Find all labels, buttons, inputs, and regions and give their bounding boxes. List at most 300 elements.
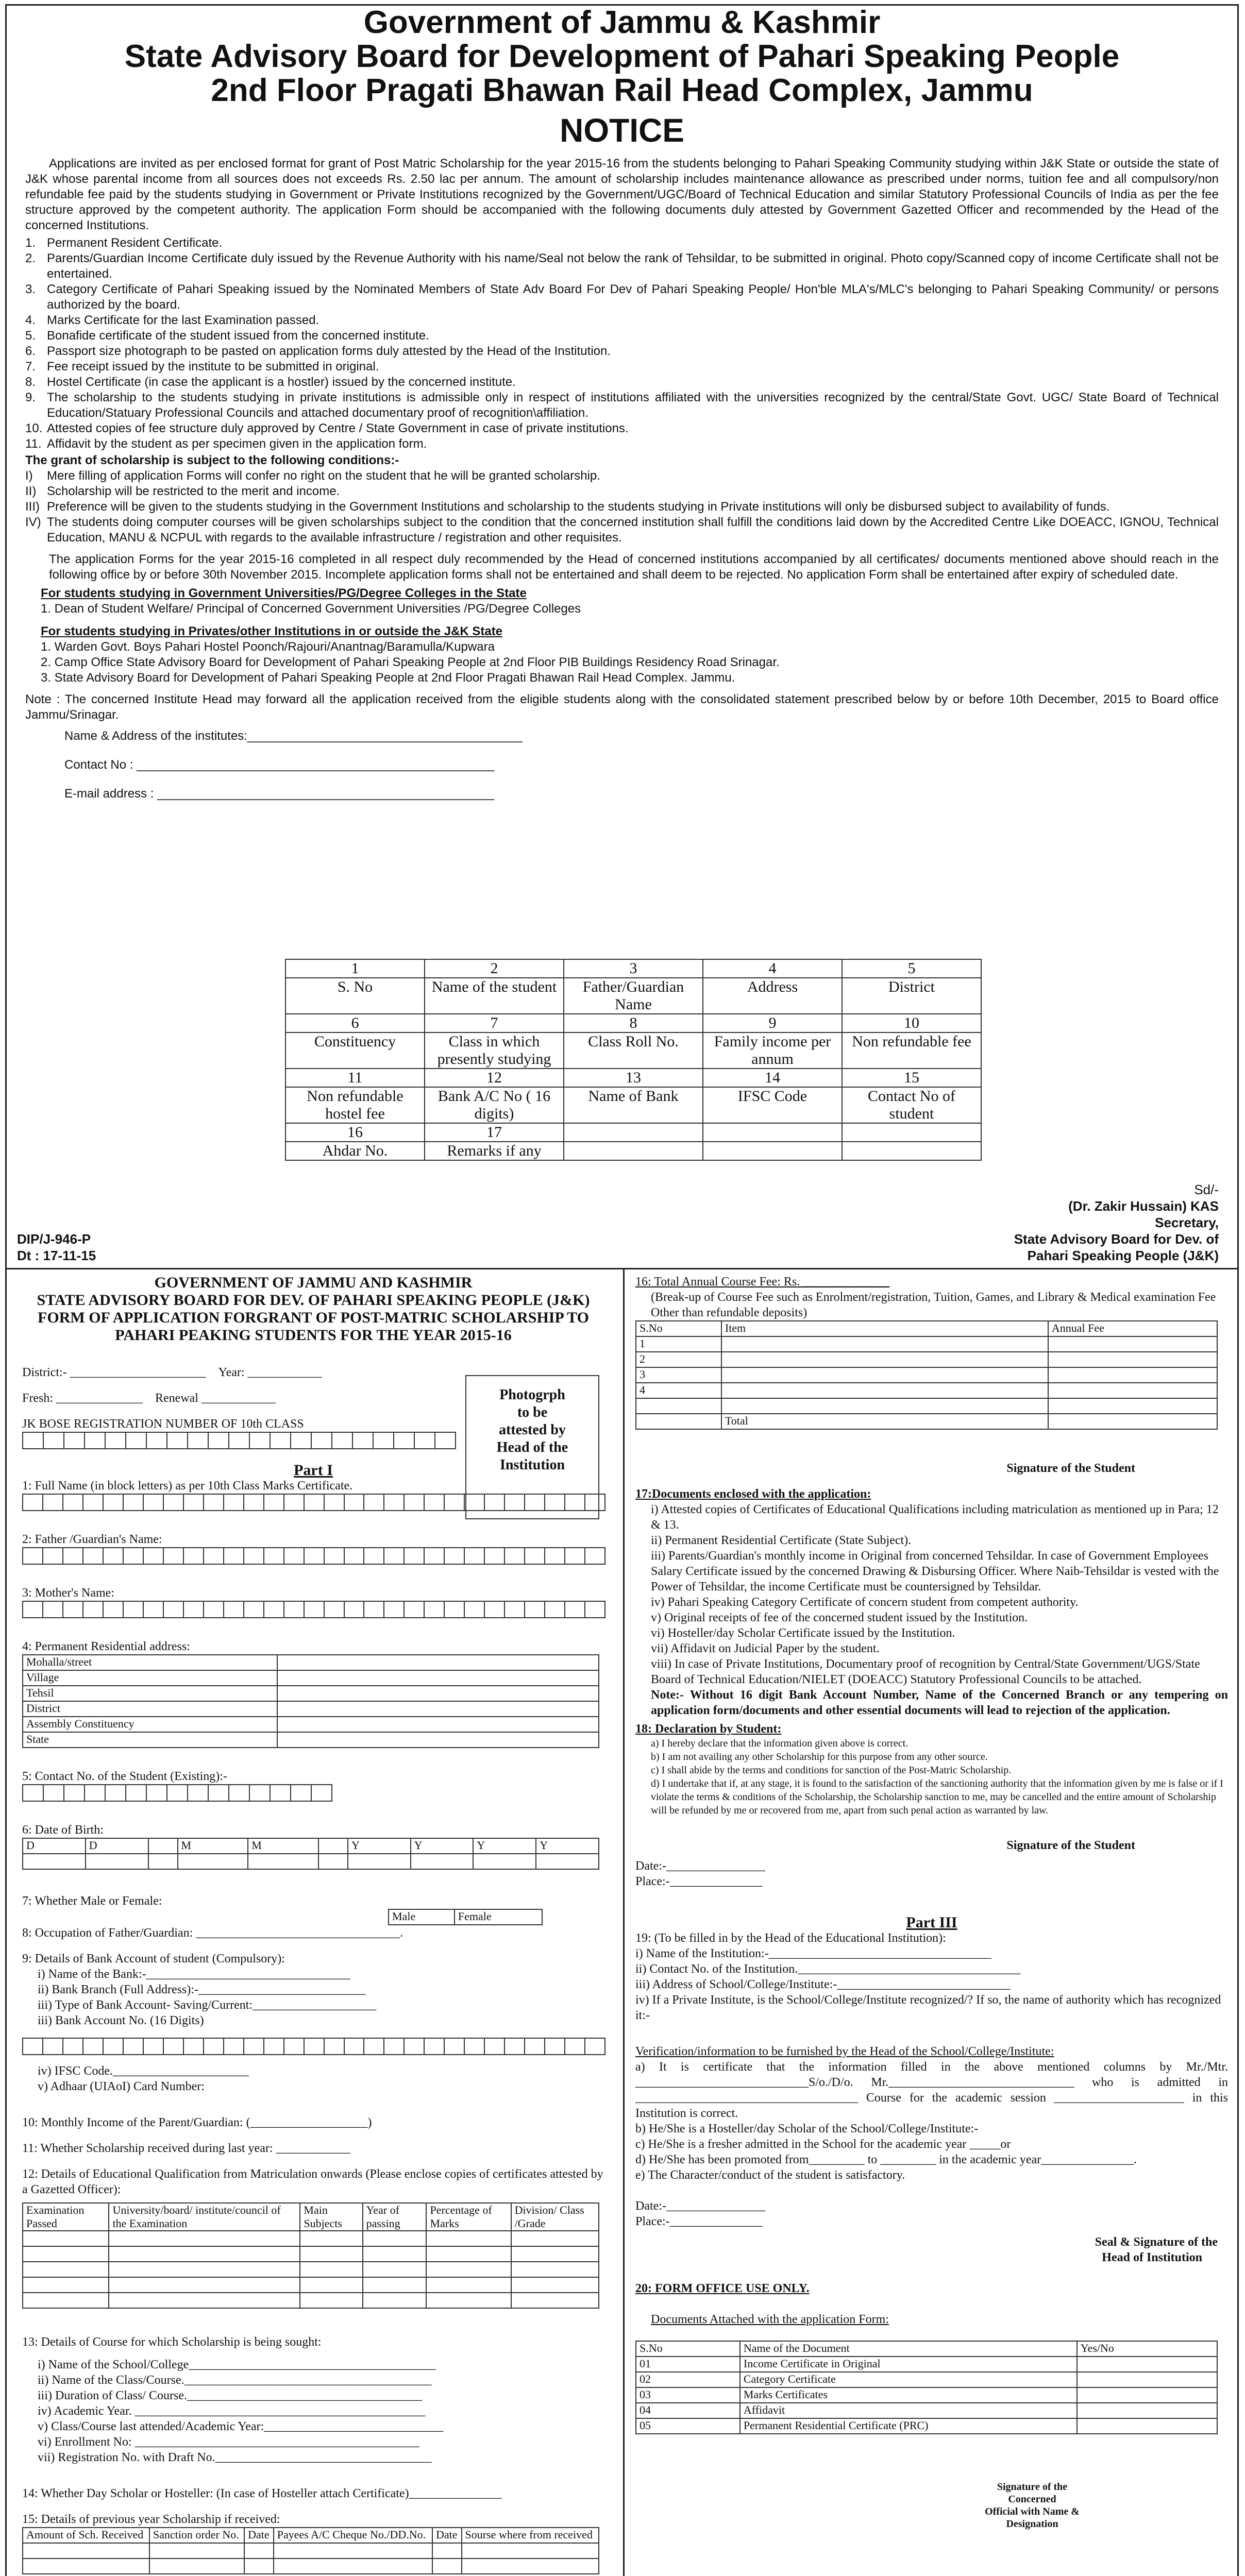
sig-line-4: State Advisory Board for Dev. of	[1014, 1231, 1219, 1247]
condition-item-num: III)	[25, 500, 40, 514]
fee-total-amount	[1048, 1414, 1217, 1429]
official-sig-2: Concerned	[1008, 2494, 1056, 2505]
address-value[interactable]	[277, 1686, 599, 1701]
declaration-list	[635, 1737, 1228, 1817]
address-row	[23, 1686, 599, 1701]
document-item-2	[25, 251, 1219, 282]
course-field: vi) Enrollment No: ______________________________________________	[38, 2435, 419, 2449]
table-row	[285, 978, 981, 1014]
table-cell: 14	[703, 1069, 842, 1087]
office-sno: 03	[636, 2387, 740, 2403]
fee-row	[636, 1352, 1217, 1367]
declaration-item: b) I am not availing any other Scholarship for this purpose from any other source.	[651, 1751, 988, 1762]
table-cell: 10	[842, 1014, 981, 1032]
column-divider	[623, 1268, 625, 2576]
q19-label: 19: (To be filled in by the Head of the Educational Institution):	[635, 1931, 946, 1945]
table-cell: 8	[564, 1014, 703, 1032]
q11-label: 11: Whether Scholarship received during last year: ____________	[22, 2142, 350, 2155]
dob-cell	[23, 1854, 86, 1869]
dob-cell	[348, 1854, 411, 1869]
office-yesno-head: Yes/No	[1077, 2341, 1217, 2357]
year-field[interactable]: Year: ____________	[218, 1366, 322, 1379]
pvt-item-2: 2. Camp Office State Advisory Board for Development of Pahari Speaking People at 2nd Floor PIB Buildings Residency Road Srinagar.	[41, 655, 780, 669]
condition-item-text: Preference will be given to the students studying in the Government Institutions and scholarship to the students studying in Private institutions will only be disbursed subject to availability of funds.	[47, 500, 1110, 514]
header-cell: Year of passing	[363, 2203, 427, 2231]
document-item-5	[25, 328, 1219, 344]
place-field-2[interactable]: Place:-_______________	[635, 2215, 763, 2228]
q16-note: (Break-up of Course Fee such as Enrolment/registration, Tuition, Games, and Library & Medical examination Fee Other than refundable deposits)	[651, 1291, 1216, 1319]
dob-cell: M	[178, 1838, 248, 1854]
fee-row	[636, 1367, 1217, 1383]
office-yesno[interactable]	[1077, 2372, 1217, 2387]
table-cell[interactable]	[462, 2558, 599, 2574]
fee-sno-head: S.No	[636, 1321, 721, 1336]
pvt-item-1: 1. Warden Govt. Boys Pahari Hostel Poonch/Rajouri/Anantnag/Baramulla/Kupwara	[41, 640, 495, 654]
table-row	[285, 1069, 981, 1087]
fee-amount	[1048, 1336, 1217, 1352]
q14-label: 14: Whether Day Scholar or Hosteller: (In case of Hosteller attach Certificate)_______________	[22, 2487, 502, 2500]
renewal-field[interactable]: Renewal ____________	[155, 1392, 276, 1405]
office-yesno[interactable]	[1077, 2403, 1217, 2418]
office-row	[636, 2418, 1217, 2434]
fee-amount	[1048, 1398, 1217, 1414]
fee-row	[636, 1398, 1217, 1414]
document-item-num: 11.	[25, 437, 42, 451]
table-cell: District	[842, 978, 981, 1014]
dip-number: DIP/J-946-P	[17, 1231, 91, 1247]
field-institute: Name & Address of the institutes:________________________________________	[64, 729, 523, 743]
date-field-2[interactable]: Date:-________________	[635, 2199, 765, 2213]
header-cell: Sanction order No.	[149, 2528, 244, 2543]
father-boxes[interactable]	[22, 1547, 604, 1565]
condition-item-num: I)	[25, 469, 33, 483]
document-item-8	[25, 375, 1219, 390]
table-cell[interactable]	[300, 2277, 362, 2293]
dob-cell: D	[86, 1838, 148, 1854]
fee-item-head: Item	[721, 1321, 1048, 1336]
photo-text-5: Institution	[499, 1457, 565, 1473]
table-header-row	[23, 2528, 599, 2543]
office-doc: Income Certificate in Original	[740, 2357, 1077, 2372]
declaration-item: a) I hereby declare that the information given above is correct.	[651, 1738, 908, 1749]
dob-cell	[536, 1854, 599, 1869]
table-cell[interactable]	[23, 2246, 109, 2262]
consolidated-statement-table	[285, 959, 982, 1161]
table-cell[interactable]	[23, 2231, 109, 2246]
govt-item: 1. Dean of Student Welfare/ Principal of Concerned Government Universities /PG/Degree Colleges	[41, 602, 581, 616]
table-header-row	[23, 2203, 599, 2231]
table-row	[23, 2262, 599, 2277]
office-sno: 02	[636, 2372, 740, 2387]
course-list	[22, 2357, 604, 2465]
table-cell: Name of Bank	[564, 1087, 703, 1123]
document-item-text: Parents/Guardian Income Certificate duly issued by the Revenue Authority with his name/Seal not below the rank of Tehsildar, to be submitted in original. Photo copy/Scanned copy of income Certificate shall not be entertained.	[47, 251, 1219, 281]
fee-amount	[1048, 1383, 1217, 1398]
document-item-text: Permanent Resident Certificate.	[47, 236, 223, 250]
district-field[interactable]: District:- ______________________	[22, 1366, 206, 1379]
fee-header-row	[636, 1321, 1217, 1336]
table-cell[interactable]	[462, 2543, 599, 2558]
institution-list	[635, 1946, 1228, 2023]
table-cell[interactable]	[23, 2293, 109, 2308]
office-sno-head: S.No	[636, 2341, 740, 2357]
table-cell[interactable]	[300, 2246, 362, 2262]
document-item-num: 7.	[25, 360, 36, 374]
fee-item	[721, 1336, 1048, 1352]
table-cell: Address	[703, 978, 842, 1014]
table-cell: 13	[564, 1069, 703, 1087]
table-cell: Non refundable fee	[842, 1032, 981, 1069]
table-cell[interactable]	[149, 2543, 244, 2558]
fee-row	[636, 1336, 1217, 1352]
office-row	[636, 2387, 1217, 2403]
form-title-1: GOVERNMENT OF JAMMU AND KASHMIR	[154, 1274, 473, 1291]
field-email: E-mail address : _________________________________________________	[64, 787, 495, 801]
dob-cell: Y	[411, 1838, 474, 1854]
table-cell: 6	[285, 1014, 425, 1032]
table-cell[interactable]	[511, 2246, 599, 2262]
condition-item-text: The students doing computer courses will be given scholarships subject to the condition that the concerned institution shall fulfill the conditions laid down by the Accredited Centre Like DOEACC, IGNOU, Technical Education, MANU & NCPUL with regards to the available infrastructure / registration and other requisites.	[47, 515, 1219, 545]
office-yesno[interactable]	[1077, 2387, 1217, 2403]
address-value[interactable]	[277, 1732, 599, 1748]
table-cell[interactable]	[23, 2558, 149, 2574]
table-cell[interactable]	[109, 2246, 300, 2262]
institution-field: i) Name of the Institution:-____________________________________	[635, 1947, 991, 1960]
q4-label: 4: Permanent Residential address:	[22, 1640, 190, 1653]
table-cell: Bank A/C No ( 16 digits)	[425, 1087, 564, 1123]
document-item-11	[25, 436, 1219, 452]
table-cell[interactable]	[244, 2543, 274, 2558]
document-item-text: Hostel Certificate (in case the applicant is a hostler) issued by the concerned institute.	[47, 375, 516, 389]
photo-box	[465, 1375, 599, 1519]
table-cell: 1	[285, 959, 425, 978]
table-cell[interactable]	[511, 2293, 599, 2308]
table-cell: 16	[285, 1123, 425, 1142]
jkbose-label: JK BOSE REGISTRATION NUMBER OF 10th CLASS	[22, 1417, 304, 1431]
table-cell[interactable]	[300, 2262, 362, 2277]
address-row	[23, 1701, 599, 1717]
table-cell[interactable]	[109, 2262, 300, 2277]
header-cell: Main Subjects	[300, 2203, 362, 2231]
address-value[interactable]	[277, 1655, 599, 1670]
condition-item-num: II)	[25, 484, 37, 498]
document-item-text: Passport size photograph to be pasted on application forms duly attested by the Head of the Institution.	[47, 344, 611, 358]
ifsc-field[interactable]: iv) IFSC Code.______________________	[38, 2064, 249, 2078]
form-title-2: STATE ADVISORY BOARD FOR DEV. OF PAHARI SPEAKING PEOPLE (J&K)	[37, 1292, 590, 1309]
table-cell: 4	[703, 959, 842, 978]
pvt-title: For students studying in Privates/other Institutions in or outside the J&K State	[41, 624, 503, 638]
address-value[interactable]	[277, 1670, 599, 1686]
table-cell[interactable]	[23, 2543, 149, 2558]
part-1-title: Part I	[294, 1462, 333, 1479]
q6-label: 6: Date of Birth:	[22, 1823, 104, 1837]
office-use-table	[635, 2341, 1218, 2434]
verification-item: b) He/She is a Hosteller/day Scholar of the School/College/Institute:-	[635, 2122, 979, 2136]
bank-type[interactable]: iii) Type of Bank Account- Saving/Current:____________________	[38, 1998, 377, 2012]
account-boxes[interactable]	[22, 2038, 604, 2055]
dob-cell	[86, 1854, 148, 1869]
header-cell: Percentage of Marks	[426, 2203, 511, 2231]
office-sno: 01	[636, 2357, 740, 2372]
header-cell: Sourse where from received	[462, 2528, 599, 2543]
document-item-num: 4.	[25, 313, 36, 327]
office-doc: Marks Certificates	[740, 2387, 1077, 2403]
bank-branch[interactable]: ii) Bank Branch (Full Address):-___________________________	[38, 1983, 365, 1996]
institution-field: ii) Contact No. of the Institution.____________________________________	[635, 1962, 1021, 1976]
document-item-text: Attested copies of fee structure duly approved by Centre / State Government in case of private institutions.	[47, 421, 629, 435]
table-cell[interactable]	[363, 2262, 427, 2277]
verification-title: Verification/information to be furnished by the Head of the School/College/Institute:	[635, 2045, 1054, 2058]
table-cell[interactable]	[363, 2277, 427, 2293]
photo-text-3: attested by	[499, 1422, 566, 1438]
table-cell[interactable]	[432, 2543, 462, 2558]
verification-item: d) He/She has been promoted from_________ to _________ in the academic year_______________.	[635, 2153, 1137, 2166]
fee-item	[721, 1352, 1048, 1367]
gender-table[interactable]	[388, 1909, 543, 1925]
condition-item-3	[25, 499, 1219, 515]
document-item-num: 10.	[25, 421, 43, 435]
office-row	[636, 2372, 1217, 2387]
table-cell: Non refundable hostel fee	[285, 1087, 425, 1123]
enclosed-document: ii) Permanent Residential Certificate (State Subject).	[651, 1534, 912, 1547]
fee-total-row	[636, 1414, 1217, 1429]
table-cell[interactable]	[511, 2277, 599, 2293]
seal-line-2: Head of Institution	[1102, 2251, 1202, 2264]
table-cell[interactable]	[511, 2231, 599, 2246]
official-sig-1: Signature of the	[997, 2481, 1068, 2493]
document-item-7	[25, 359, 1219, 375]
address-value[interactable]	[277, 1717, 599, 1732]
fresh-field[interactable]: Fresh: ______________	[22, 1392, 143, 1405]
form-left-column	[22, 1274, 604, 2574]
document-item-num: 5.	[25, 329, 36, 343]
dob-cell: Y	[536, 1838, 599, 1854]
condition-item-2	[25, 484, 1219, 499]
table-cell[interactable]	[300, 2231, 362, 2246]
part-3-title: Part III	[906, 1914, 957, 1931]
verification-item: a) It is certificate that the information filled in the above mentioned columns by Mr./Mtr. ____________________________S/o./D/o. Mr.______________________________ who is admitted in ____________________________________ Course for the academic session _____________________ in this Institution is correct.	[635, 2060, 1228, 2120]
table-cell[interactable]	[244, 2558, 274, 2574]
verification-item: c) He/She is a fresher admitted in the School for the academic year _____or	[635, 2138, 1011, 2151]
education-table	[22, 2202, 599, 2309]
office-yesno[interactable]	[1077, 2357, 1217, 2372]
table-cell: 9	[703, 1014, 842, 1032]
table-cell[interactable]	[23, 2262, 109, 2277]
dob-row	[23, 1838, 599, 1854]
table-row	[285, 1032, 981, 1069]
table-cell	[842, 1123, 981, 1142]
dip-block	[17, 1231, 96, 1264]
table-cell: IFSC Code	[703, 1087, 842, 1123]
fee-total-blank	[636, 1414, 721, 1429]
aadhar-field[interactable]: v) Adhaar (UIAoI) Card Number:	[38, 2080, 205, 2093]
header-line-3: 2nd Floor Pragati Bhawan Rail Head Complex, Jammu	[211, 73, 1033, 108]
q9-label: 9: Details of Bank Account of student (Compulsory):	[22, 1952, 285, 1965]
table-cell[interactable]	[274, 2543, 432, 2558]
address-label: Village	[23, 1670, 277, 1686]
declaration-item: d) I undertake that if, at any stage, it is found to the satisfaction of the sanctioning authority that the information given by me is false or if I violate the terms & conditions of the Scholarship, the Scholarship sanction to me, may be cancelled and the entire amount of Scholarship will be refunded by me or recovered from me, apart from such penal action as warranted by law.	[651, 1778, 1223, 1816]
table-cell[interactable]	[363, 2246, 427, 2262]
official-sig-4: Designation	[1006, 2518, 1058, 2530]
mother-boxes[interactable]	[22, 1601, 604, 1618]
verification-item: e) The Character/conduct of the student is satisfactory.	[635, 2168, 905, 2182]
condition-item-text: Scholarship will be restricted to the merit and income.	[47, 484, 340, 498]
table-row	[23, 2277, 599, 2293]
q20-label: 20: FORM OFFICE USE ONLY.	[635, 2282, 810, 2295]
note-text: Note : The concerned Institute Head may forward all the application received from the eligible students along with the consolidated statement prescribed below by or before 10th December, 2015 to Board office Jammu/Srinagar.	[25, 692, 1219, 722]
table-cell[interactable]	[511, 2262, 599, 2277]
field-contact: Contact No : ____________________________________________________	[64, 758, 495, 772]
address-value[interactable]	[277, 1701, 599, 1717]
office-doc: Permanent Residential Certificate (PRC)	[740, 2418, 1077, 2434]
fee-amount	[1048, 1352, 1217, 1367]
condition-item-4	[25, 515, 1219, 546]
form-title-3: FORM OF APPLICATION FORGRANT OF POST-MATRIC SCHOLARSHIP TO	[38, 1309, 589, 1326]
table-cell: Name of the student	[425, 978, 564, 1014]
male-option[interactable]: Male	[389, 1909, 455, 1925]
table-cell: Ahdar No.	[285, 1142, 425, 1160]
table-cell[interactable]	[109, 2231, 300, 2246]
course-field: vii) Registration No. with Draft No.___________________________________	[38, 2451, 432, 2464]
document-item-num: 8.	[25, 375, 36, 389]
table-cell[interactable]	[109, 2277, 300, 2293]
table-row	[285, 1087, 981, 1123]
table-row	[23, 2543, 599, 2558]
header-cell: Division/ Class /Grade	[511, 2203, 599, 2231]
document-item-6	[25, 344, 1219, 359]
table-cell[interactable]	[149, 2558, 244, 2574]
document-item-4	[25, 313, 1219, 328]
dob-cell: D	[23, 1838, 86, 1854]
header-cell: Amount of Sch. Received	[23, 2528, 149, 2543]
header-line-2: State Advisory Board for Development of Pahari Speaking People	[124, 39, 1120, 74]
dip-date: Dt : 17-11-15	[17, 1248, 96, 1263]
official-sig-3: Official with Name &	[985, 2506, 1080, 2517]
course-field: i) Name of the School/College________________________________________	[38, 2358, 436, 2371]
document-item-text: Affidavit by the student as per specimen given in the application form.	[47, 437, 427, 451]
table-cell: Family income per annum	[703, 1032, 842, 1069]
table-cell	[703, 1123, 842, 1142]
documents-list	[25, 235, 1219, 452]
address-row	[23, 1732, 599, 1748]
conditions-title: The grant of scholarship is subject to the following conditions:-	[25, 453, 399, 467]
header-cell: University/board/ institute/council of the Examination	[109, 2203, 300, 2231]
notice-intro: Applications are invited as per enclosed format for grant of Post Matric Scholarship for the year 2015-16 from the students belonging to Pahari Speaking Community studying within J&K State or outside the state of J&K whose parental income from all sources does not exceeds Rs. 2.50 lac per annum. The amount of scholarship includes maintenance allowance as prescribed under norms, tuition fee and all compulsory/non refundable fee paid by the students studying in Government or Private Institutions recognized by the Government/UGC/Board of Technical Education and similar Statutory Professional Councils of India as per the fee structure approved by the competent authority. The application Form should be accompanied with the following documents duly attested by Government Gazetted Officer and recommended by the Head of the concerned Institutions.	[25, 157, 1219, 232]
course-field: ii) Name of the Class/Course.________________________________________	[38, 2374, 432, 2387]
fee-item	[721, 1383, 1048, 1398]
table-cell	[842, 1142, 981, 1160]
q2-label: 2: Father /Guardian's Name:	[22, 1533, 162, 1546]
fee-total-label: Total	[721, 1414, 1048, 1429]
student-signature-2: Signature of the Student	[1006, 1839, 1135, 1852]
table-cell[interactable]	[426, 2293, 511, 2308]
table-cell[interactable]	[426, 2231, 511, 2246]
document-item-text: Bonafide certificate of the student issued from the concerned institute.	[47, 329, 429, 343]
table-cell: 17	[425, 1123, 564, 1142]
dob-cell	[148, 1854, 178, 1869]
fee-item	[721, 1398, 1048, 1414]
q12-label: 12: Details of Educational Qualification from Matriculation onwards (Please enclose copies of certificates attested by a Gazetted Officer):	[22, 2167, 603, 2196]
table-cell[interactable]	[426, 2277, 511, 2293]
form-title-4: PAHARI PEAKING STUDENTS FOR THE YEAR 2015-16	[115, 1327, 512, 1344]
dob-cell: M	[248, 1838, 318, 1854]
document-item-text: The scholarship to the students studying in private institutions is admissible only in respect of institutions affiliated with the universities recognized by the central/State Govt. UGC/ State Board of Technical Education/Statuary Professional Councils and attached documentary proof of recognition\affiliation.	[47, 391, 1219, 420]
seal-line-1: Seal & Signature of the	[1095, 2235, 1218, 2249]
note-17: Note:- Without 16 digit Bank Account Number, Name of the Concerned Branch or any tempering on application form/documents and other essential documents will lead to rejection of the application.	[651, 1688, 1228, 1717]
office-yesno[interactable]	[1077, 2418, 1217, 2434]
table-cell: 15	[842, 1069, 981, 1087]
contact-boxes[interactable]	[22, 1784, 604, 1802]
table-cell[interactable]	[109, 2293, 300, 2308]
header-cell: Date	[244, 2528, 274, 2543]
table-cell[interactable]	[426, 2246, 511, 2262]
document-item-num: 3.	[25, 282, 36, 296]
photo-text-4: Head of the	[496, 1439, 568, 1455]
q8-label: 8: Occupation of Father/Guardian: _________________________________.	[22, 1926, 403, 1940]
pvt-item-3: 3. State Advisory Board for Development of Pahari Speaking People at 2nd Floor Pragati Bhawan Rail Head Complex. Jammu.	[41, 671, 735, 685]
date-field[interactable]: Date:-________________	[635, 1859, 765, 1873]
table-cell[interactable]	[274, 2558, 432, 2574]
q1-label: 1: Full Name (in block letters) as per 10th Class Marks Certificate.	[22, 1479, 353, 1493]
address-label: Mohalla/street	[23, 1655, 277, 1670]
documents-enclosed-list	[635, 1502, 1228, 1687]
dob-cell	[411, 1854, 474, 1869]
enclosed-document: i) Attested copies of Certificates of Educational Qualifications including matriculation as mentioned up in Para; 12 & 13.	[651, 1503, 1219, 1532]
govt-title: For students studying in Government Universities/PG/Degree Colleges in the State	[41, 586, 527, 600]
table-cell[interactable]	[23, 2277, 109, 2293]
bank-name[interactable]: i) Name of the Bank:-_________________________________	[38, 1968, 350, 1981]
fee-amount	[1048, 1367, 1217, 1383]
address-label: District	[23, 1701, 277, 1717]
female-option[interactable]: Female	[455, 1909, 542, 1925]
address-label: Assembly Constituency	[23, 1717, 277, 1732]
submission-text: The application Forms for the year 2015-16 completed in all respect duly recommended by the Head of concerned institutions accompanied by all certificates/ documents mentioned above should reach in the following office by or before 30th November 2015. Incomplete application forms shall not be entertained and shall deem to be rejected. No application Form shall be entertained after expiry of scheduled date.	[49, 552, 1219, 582]
office-doc: Affidavit	[740, 2403, 1077, 2418]
document-item-text: Marks Certificate for the last Examination passed.	[47, 313, 319, 327]
enclosed-document: vii) Affidavit on Judicial Paper by the student.	[651, 1642, 880, 1655]
fee-sno	[636, 1398, 721, 1414]
notice-title: NOTICE	[560, 112, 684, 149]
table-cell[interactable]	[432, 2558, 462, 2574]
place-field[interactable]: Place:-_______________	[635, 1875, 763, 1888]
secretary-signature	[1014, 1181, 1219, 1264]
condition-item-1	[25, 468, 1219, 484]
conditions-list	[25, 468, 1219, 546]
document-item-num: 6.	[25, 344, 36, 358]
office-sno: 04	[636, 2403, 740, 2418]
table-cell[interactable]	[426, 2262, 511, 2277]
table-cell[interactable]	[363, 2231, 427, 2246]
address-label: Tehsil	[23, 1686, 277, 1701]
office-header-row	[636, 2341, 1217, 2357]
table-cell[interactable]	[300, 2293, 362, 2308]
table-cell[interactable]	[363, 2293, 427, 2308]
document-item-9	[25, 390, 1219, 421]
sig-line-2: (Dr. Zakir Hussain) KAS	[1068, 1198, 1219, 1214]
dob-cell: Y	[348, 1838, 411, 1854]
enclosed-document: iii) Parents/Guardian's monthly income in Original from concerned Tehsildar. In case of Government Employees Salary Certificate issued by the concerned Drawing & Disbursing Officer. Where Naib-Tehsildar is vested with the Power of Tehsildar, the income Certificate must be countersigned by Tehsildar.	[651, 1549, 1219, 1594]
q13-label: 13: Details of Course for which Scholarship is being sought:	[22, 2335, 322, 2349]
fee-row	[636, 1383, 1217, 1398]
table-cell	[703, 1142, 842, 1160]
enclosed-document: v) Original receipts of fee of the concerned student issued by the Institution.	[651, 1611, 1028, 1624]
attached-title: Documents Attached with the application Form:	[651, 2313, 889, 2326]
address-table	[22, 1654, 599, 1748]
page	[5, 4, 1239, 2576]
address-row	[23, 1717, 599, 1732]
dob-table[interactable]	[22, 1838, 599, 1870]
address-row	[23, 1655, 599, 1670]
